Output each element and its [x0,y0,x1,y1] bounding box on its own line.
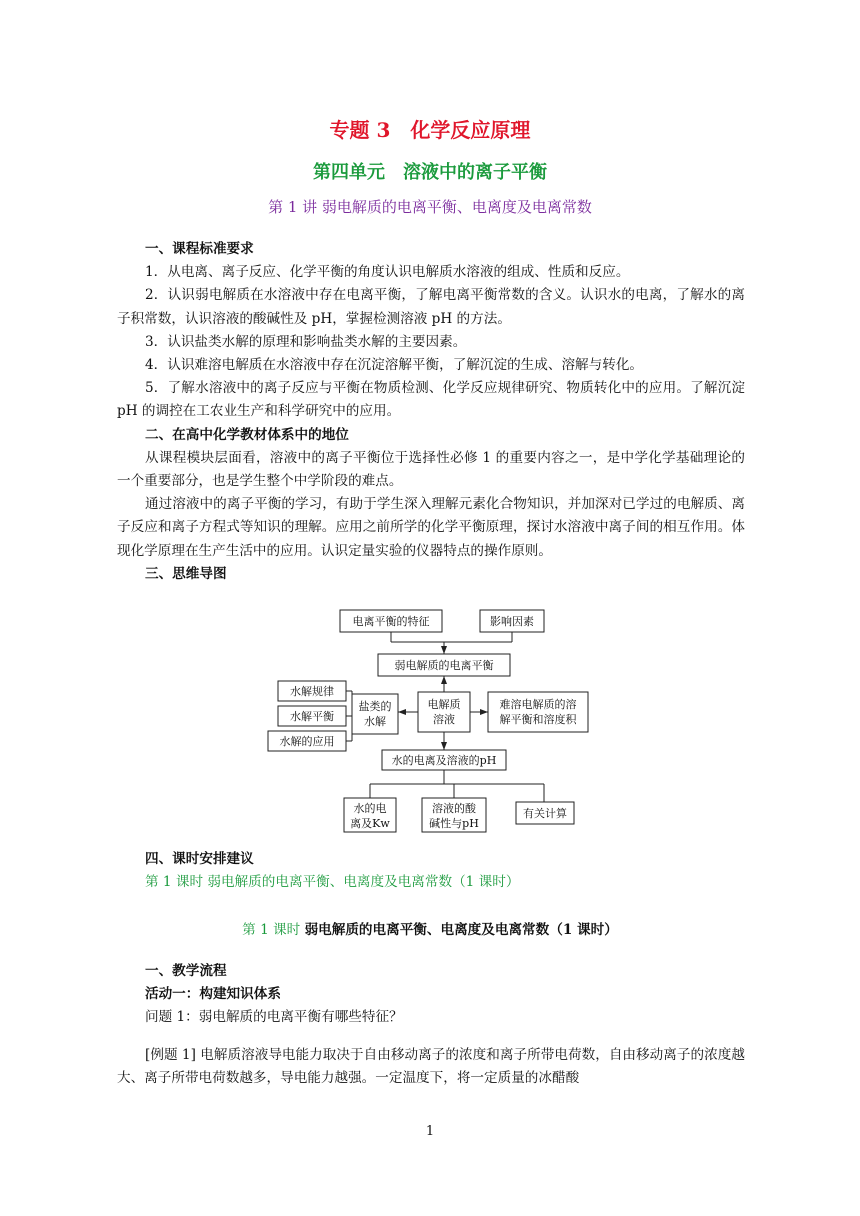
topic-title: 专题 3 化学反应原理 [329,118,531,142]
lesson-heading [0,918,860,938]
activity-heading: 活动一：构建知识体系 [145,986,281,1003]
schedule-item: 第 1 课时 弱电解质的电离平衡、电离度及电离常数（1 课时） [145,874,520,891]
position-paragraph: 从课程模块层面看，溶液中的离子平衡位于选择性必修 1 的重要内容之一，是中学化学基础理论的一个重要部分，也是学生整个中学阶段的难点。 [117,449,745,490]
standard-item: 4．认识难溶电解质在水溶液中存在沉淀溶解平衡，了解沉淀的生成、溶解与转化。 [145,357,644,374]
mm-label-insoluble: 解平衡和溶度积 [499,713,577,726]
mm-label-water-kw: 水的电 [353,802,387,815]
standard-item: 1．从电离、离子反应、化学平衡的角度认识电解质水溶液的组成、性质和反应。 [145,264,630,281]
mm-label-hydro-app: 水解的应用 [279,735,335,748]
mm-label-hydro-law: 水解规律 [290,685,334,698]
mm-label-calc: 有关计算 [523,807,567,820]
mm-label-insoluble: 难溶电解质的溶 [499,698,577,711]
flow-heading: 一、教学流程 [145,963,227,979]
arrow-icon [480,709,488,715]
mm-label-factors: 影响因素 [490,615,534,628]
lesson-label: 第 1 课时 [242,922,301,938]
question-text: 问题 1：弱电解质的电离平衡有哪些特征？ [145,1009,403,1026]
mm-label-hydro-eq: 水解平衡 [290,710,334,723]
mm-label-acid-base: 碱性与pH [429,817,479,830]
standard-item: 5．了解水溶液中的离子反应与平衡在物质检测、化学反应规律研究、物质转化中的应用。了解沉淀 pH 的调控在工农业生产和科学研究中的应用。 [117,380,745,420]
page-number: 1 [425,1124,435,1139]
arrow-icon [441,676,447,684]
section-heading-mindmap: 三、思维导图 [145,565,227,582]
mm-label-weak-eq: 弱电解质的电离平衡 [394,659,494,672]
example-text: [例题 1] 电解质溶液导电能力取决于自由移动离子的浓度和离子所带电荷数，自由移动离子的浓度越大、离子所带电荷数越多，导电能力越强。一定温度下，将一定质量的冰醋酸 [117,1046,745,1086]
mm-label-electrolyte: 溶液 [433,713,455,726]
section-heading-position: 二、在高中化学教材体系中的地位 [145,426,349,443]
mm-label-acid-base: 溶液的酸 [432,802,476,815]
mm-label-electrolyte: 电解质 [427,698,461,711]
teaching-flow [117,960,745,1090]
mm-label-water-ph: 水的电离及溶液的pH [391,754,497,767]
lecture-title: 第 1 讲 弱电解质的电离平衡、电离度及电离常数 [268,198,592,216]
unit-title: 第四单元 溶液中的离子平衡 [313,162,547,183]
position-paragraph: 通过溶液中的离子平衡的学习，有助于学生深入理解元素化合物知识，并加深对已学过的电解质、离子反应和离子方程式等知识的理解。应用之前所学的化学平衡原理，探讨水溶液中离子间的相互作用。体现化学原理在生产生活中的应用。认识定量实验的仪器特点的操作原则。 [117,496,745,559]
standard-item: 2．认识弱电解质在水溶液中存在电离平衡，了解电离平衡常数的含义。认识水的电离，了解水的离子积常数，认识溶液的酸碱性及 pH，掌握检测溶液 pH 的方法。 [117,287,745,327]
section-heading-schedule: 四、课时安排建议 [145,851,254,867]
mind-map [262,606,602,838]
arrow-icon [441,742,447,750]
section-block-4 [117,848,745,894]
mm-label-salt-hydro: 水解 [364,715,386,728]
mm-label-features: 电离平衡的特征 [352,615,430,628]
section-block-1 [117,238,745,586]
arrow-icon [441,646,447,654]
section-heading-standards: 一、课程标准要求 [145,241,254,257]
arrow-icon [398,709,406,715]
mm-label-water-kw: 离及Kw [350,817,390,830]
lesson-title: 弱电解质的电离平衡、电离度及电离常数（1 课时） [304,922,618,938]
mm-label-salt-hydro: 盐类的 [358,700,392,713]
standard-item: 3．认识盐类水解的原理和影响盐类水解的主要因素。 [145,333,467,350]
